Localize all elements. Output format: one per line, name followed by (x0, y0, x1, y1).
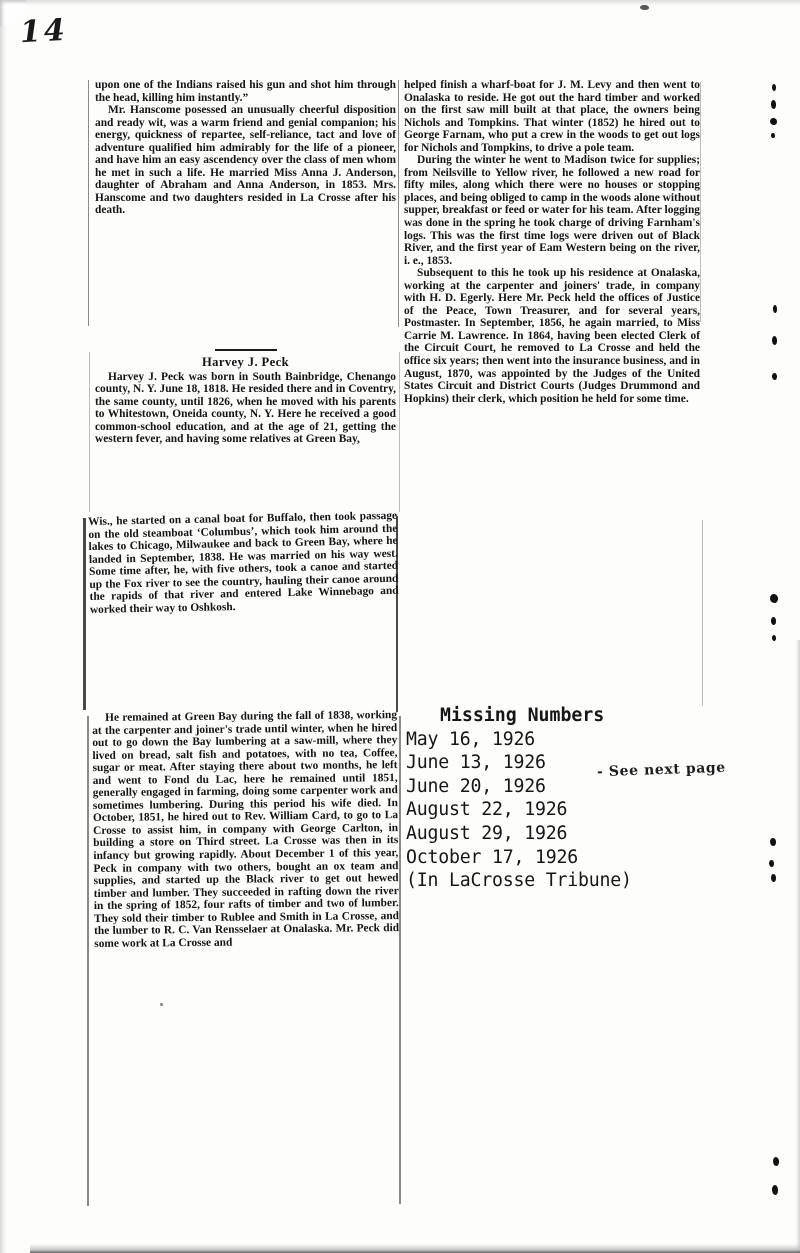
clipping-edge-left-d (87, 716, 89, 1206)
missing-numbers-block (406, 704, 736, 893)
missing-numbers-title: Missing Numbers (440, 705, 605, 726)
missing-numbers-entry: August 22, 1926 (406, 799, 568, 821)
missing-numbers-entry: May 16, 1926 (406, 728, 535, 750)
missing-numbers-source-note: (In LaCrosse Tribune) (406, 870, 632, 892)
ink-speck (773, 305, 777, 313)
paragraph: He remained at Green Bay during the fall of 1838, working at the carpenter and joiner's trade until winter, when he hired out to go down the Bay lumbering at a saw-mill, where they lived on bread, salt fish and potatoes, with no tea, Coffee, sugar or meat. After staying there about two months, he left and went to Fond du Lac, here he remained until 1851, generally engaged in farming, doing some carpenter work and sometimes lumbering. During this period his wife died. In October, 1851, he hired out to Rev. William Card, to go to La Crosse to assist him, in company with George Carlton, in building a store on Third street. La Crosse was then in its infancy but growing rapidly. About December 1 of this year, Peck in company with two others, bought an ox team and supplies, and started up the Black river to get out hewed timber and lumber. They succeeded in rafting down the river in the spring of 1852, four rafts of timber and two of lumber. They sold their timber to Rublee and Smith in La Crosse, and the lumber to R. C. Van Rensselaer at Onalaska. Mr. Peck did some work at La Crosse and (92, 709, 400, 950)
ink-speck (772, 336, 777, 345)
paragraph: During the winter he went to Madison twice for supplies; from Neilsville to Yellow river, he followed a new road for fifty miles, along which there were no houses or stopping places, and being obliged to camp in the woods alone without supper, breakfast or feed or water for his team. After logging was done in the spring he took charge of driving Farnham's logs. This was the first time logs were driven out of Black River, and the first year of Eam Western being on the river, i. e., 1853. (404, 154, 700, 267)
missing-numbers-entry: August 29, 1926 (406, 822, 568, 844)
column-divider-mid (399, 352, 400, 512)
paragraph: Harvey J. Peck was born in South Bainbridge, Chenango county, N. Y. June 18, 1818. He resided there and in Coventry, the same county, until 1826, when he moved with his parents to Whitestown, Oneida county, N. Y. Here he received a good common-school education, and at the age of 21, getting the western fever, and having some relatives at Green Bay, (95, 370, 396, 446)
scan-edge-top (0, 0, 800, 6)
ink-speck (770, 118, 777, 125)
clipping-right-part-a (404, 79, 700, 405)
ink-speck (770, 594, 778, 603)
paragraph: Wis., he started on a canal boat for Buffalo, then took passage on the old steamboat ‘Columbus’, which took him around the lakes to Chicago, Milwaukee and back to Green Bay, where he landed in September, 1838. He was married on his way west. Some time after, he, with five others, took a canoe and started up the Fox river to see the country, hauling their canoe around the rapids of that river and entered Lake Winnebago and worked their way to Oshkosh. (88, 509, 399, 616)
ink-speck (770, 838, 776, 846)
clipping-left-part-a (95, 79, 396, 217)
paragraph: helped finish a wharf-boat for J. M. Levy and then went to Onalaska to reside. He got out the hard timber and worked on the first saw mill built at that place, the owners being Nichols and Tompkins. That winter (1852) he hired out to George Farnam, who put a crew in the woods to get out logs for Nichols and Tompkins, to drive a pole team. (404, 79, 700, 154)
ink-speck (772, 373, 777, 380)
ink-speck (640, 5, 649, 10)
section-heading: Harvey J. Peck (201, 355, 290, 369)
column-divider-upper (398, 80, 399, 327)
missing-numbers-entry: June 13, 1926 (406, 752, 546, 774)
section-rule (215, 349, 277, 351)
ink-speck (771, 617, 776, 625)
ink-speck (772, 1185, 778, 1195)
clipping-edge-right-lower (702, 520, 703, 706)
paragraph: upon one of the Indians raised his gun and shot him through the head, killing him instantly.” (95, 79, 396, 104)
clipping-edge-right-upper (700, 82, 701, 322)
column-divider-bottom (399, 716, 401, 1204)
ink-speck (771, 874, 776, 882)
clipping-left-part-d (92, 709, 399, 950)
scan-edge-right (795, 640, 800, 1253)
ink-speck (771, 100, 776, 109)
scan-edge-left (0, 0, 7, 1253)
missing-numbers-entry: June 20, 1926 (406, 775, 546, 797)
clipping-left-part-b (95, 345, 396, 446)
ink-speck (771, 133, 775, 138)
ink-speck (772, 84, 776, 91)
clipping-left-part-c (88, 510, 399, 617)
handwritten-page-number: 14 (19, 12, 69, 51)
ink-speck (160, 1003, 163, 1006)
ink-speck (773, 1157, 779, 1166)
paragraph: Subsequent to this he took up his residence at Onalaska, working at the carpenter and joiners' trade, in company with H. D. Egerly. Here Mr. Peck held the offices of Justice of the Peace, Town Treasurer, and for several years, Postmaster. In September, 1856, he again married, to Miss Carrie M. Lawrence. In 1864, having been elected Clerk of the Circuit Court, he removed to La Crosse and held the office six years; then went into the insurance business, and in August, 1870, was appointed by the Judges of the United States Circuit and District Courts (Judges Drummond and Hopkins) their clerk, which position he held for some time. (404, 267, 700, 405)
clipping-edge-left-a (88, 80, 89, 326)
scan-edge-bottom (30, 1244, 800, 1253)
handwritten-annotation: - See next page (596, 759, 727, 781)
ink-speck (769, 860, 774, 867)
clipping-edge-left-c (83, 518, 86, 710)
missing-numbers-entry: October 17, 1926 (406, 846, 578, 868)
paragraph: Mr. Hanscome posessed an unusually cheerful disposition and ready wit, was a warm friend and genial companion; his energy, quickness of repartee, self-reliance, tact and love of adventure qualified him admirably for the life of a pioneer, and have him an easy ascendency over the class of men whom he met in such a life. He married Miss Anna J. Anderson, daughter of Abraham and Anna Anderson, in 1853. Mrs. Hanscome and two daughters resided in La Crosse after his death. (95, 104, 396, 217)
ink-speck (772, 635, 776, 641)
clipping-edge-left-b (89, 352, 90, 512)
